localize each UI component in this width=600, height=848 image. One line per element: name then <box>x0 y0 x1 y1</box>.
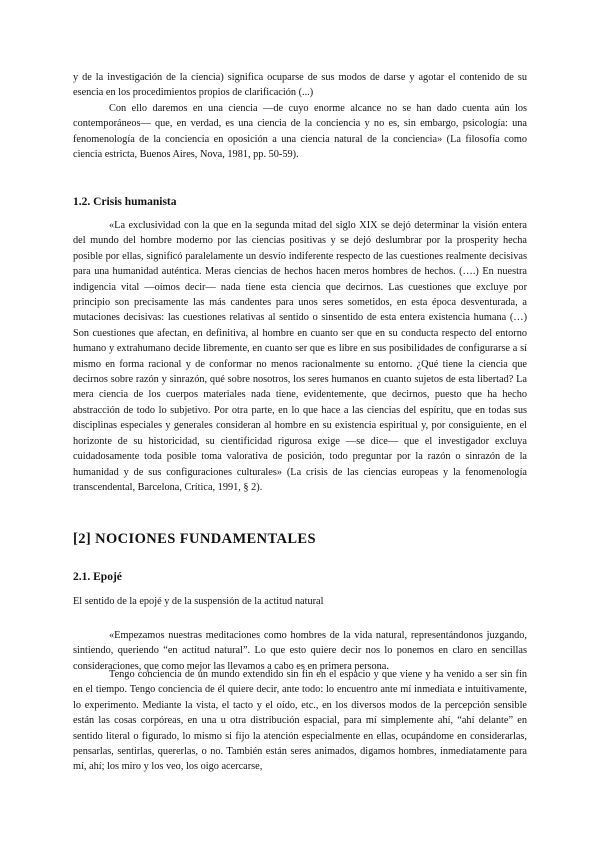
paragraph-epoje-body: Tengo conciencia de un mundo extendido sin fin en el espacio y que viene y ha venido a ser sin fin en el tiempo. Tengo conciencia de él quiere decir, ante todo: lo encuentro ante mí inmediata e intuitivamente, lo experimento. Mediante la vista, el tacto y el oído, etc., en los diversos modos de la percepción sensible están las cosas corpóreas, en una u otra distribución espacial, para mí simplemente ahí, “ahí delante” en sentido literal o figurado, lo mismo si fijo la atención especialmente en ellas, ocupándome en considerarlas, pensarlas, sentirlas, quererlas, o no. También están seres animados, digamos hombres, inmediatamente para mí, ahí; los miro y los veo, los oigo acercarse, <box>73 669 527 773</box>
chapter-heading-nociones: [2] NOCIONES FUNDAMENTALES <box>73 531 316 547</box>
section-heading-epoje: 2.1. Epojé <box>73 571 122 583</box>
paragraph-epoje-quote: «Empezamos nuestras meditaciones como hombres de la vida natural, representándonos juzgando, sintiendo, queriendo “en actitud natural”. Lo que esto quiere decir nos lo ponemos en claro en sencillas consideraciones, que como mejor las llevamos a cabo es en primera persona. <box>73 630 527 672</box>
paragraph-quote-end: Con ello daremos en una ciencia —de cuyo enorme alcance no se han dado cuenta aún los contemporáneos— que, en verdad, es una ciencia de la conciencia y no es, sin embargo, psicología: una fenomenología de la conciencia en oposición a una ciencia natural de la conciencia» (La filosofía como ciencia estricta, Buenos Aires, Nova, 1981, pp. 50-59). <box>73 103 527 161</box>
paragraph-continuation: y de la investigación de la ciencia) significa ocuparse de sus modos de darse y agotar el contenido de su esencia en los procedimientos propios de clarificación (...) <box>73 72 527 99</box>
paragraph-crisis-quote: «La exclusividad con la que en la segunda mitad del siglo XIX se dejó determinar la visión entera del mundo del hombre moderno por las ciencias positivas y se dejó deslumbrar por la prosperity hecha posible por ellas, significó paralelamente un desvío indiferente respecto de las cuestiones realmente decisivas para una humanidad auténtica. Meras ciencias de hechos hacen meros hombres de hechos. (….) En nuestra indigencia vital —oímos decir— nada tiene esta ciencia que decirnos. Las cuestiones que excluye por principio son precisamente las más candentes para unos seres sometidos, en esta época desventurada, a mutaciones decisivas: las cuestiones relativas al sentido o sinsentido de esta entera existencia humana (…) Son cuestiones que afectan, en definitiva, al hombre en cuanto ser que en su conducta respecto del entorno humano y extrahumano decide libremente, en cuanto ser que es libre en sus posibilidades de configurarse a sí mismo en forma racional y de conformar no menos racionalmente su entorno. ¿Qué tiene la ciencia que decirnos sobre razón y sinrazón, qué sobre nosotros, los seres humanos en cuanto sujetos de esta libertad? La mera ciencia de los cuerpos materiales nada tiene, evidentemente, que decirnos, puesto que ha hecho abstracción de todo lo subjetivo. Por otra parte, en lo que hace a las ciencias del espíritu, que en todas sus disciplinas especiales y generales consideran al hombre en su existencia espiritual y, por consiguiente, en el horizonte de su historicidad, su cientificidad rigurosa exige —se dice— que el investigador excluya cuidadosamente toda posible toma valorativa de posición, todo preguntar por la razón o sinrazón de la humanidad y de sus configuraciones culturales» (La crisis de las ciencias europeas y la fenomenología transcendental, Barcelona, Crítica, 1991, § 2). <box>73 220 527 493</box>
subsection-title-epoje: El sentido de la epojé y de la suspensión de la actitud natural <box>73 596 324 607</box>
section-heading-crisis: 1.2. Crisis humanista <box>73 196 177 208</box>
